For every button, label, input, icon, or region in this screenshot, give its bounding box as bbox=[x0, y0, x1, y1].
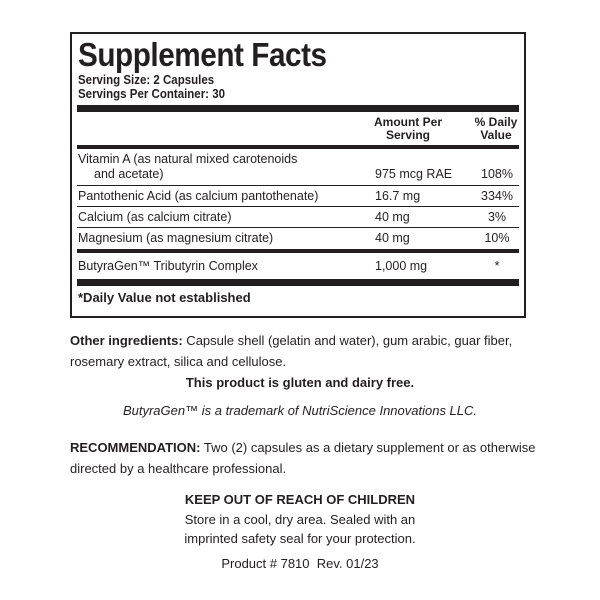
storage-line-1: Store in a cool, dry area. Sealed with an bbox=[184, 512, 416, 527]
nutrient-daily-value: 3% bbox=[487, 210, 507, 224]
servings-per-container: Servings Per Container: 30 bbox=[78, 87, 225, 101]
nutrient-row-calcium bbox=[78, 207, 518, 227]
supplement-facts-panel bbox=[70, 32, 526, 318]
recommendation-text: Two (2) capsules as a dietary supplement or as otherwise bbox=[200, 440, 536, 455]
other-ingredients-label: Other ingredients: bbox=[70, 333, 183, 348]
divider-thick bbox=[77, 105, 519, 112]
daily-value-footnote: *Daily Value not established bbox=[78, 290, 251, 305]
recommendation bbox=[70, 437, 540, 479]
recommendation-text: directed by a healthcare professional. bbox=[70, 461, 287, 476]
nutrient-row-vitamin-a bbox=[78, 149, 518, 185]
product-number: Product # 7810 Rev. 01/23 bbox=[221, 556, 379, 571]
trademark-notice: ButyraGen™ is a trademark of NutriScience Innovations LLC. bbox=[122, 403, 478, 418]
nutrient-amount: 1,000 mg bbox=[375, 259, 428, 273]
column-header-row bbox=[78, 112, 518, 145]
other-ingredients-text: rosemary extract, silica and cellulose. bbox=[70, 354, 287, 369]
facts-title: Supplement Facts bbox=[78, 36, 327, 73]
nutrient-row-pantothenic-acid bbox=[78, 186, 518, 206]
nutrient-row-butyragen bbox=[78, 253, 518, 279]
recommendation-label: RECOMMENDATION: bbox=[70, 440, 201, 455]
gluten-dairy-statement: This product is gluten and dairy free. bbox=[185, 375, 415, 390]
nutrient-name: Calcium (as calcium citrate) bbox=[78, 210, 232, 224]
nutrient-amount: 40 mg bbox=[375, 231, 410, 245]
other-ingredients bbox=[70, 330, 540, 372]
amount-per-serving-header: Amount Per Serving bbox=[373, 115, 442, 142]
nutrient-name: ButyraGen™ Tributyrin Complex bbox=[78, 259, 258, 273]
storage-line-2: imprinted safety seal for your protection. bbox=[184, 531, 416, 546]
nutrient-name: Pantothenic Acid (as calcium pantothenate) bbox=[78, 189, 319, 203]
divider-thick bbox=[77, 279, 519, 286]
nutrient-name: Vitamin A (as natural mixed carotenoids and acetate) bbox=[78, 152, 298, 181]
nutrient-amount: 16.7 mg bbox=[375, 189, 421, 203]
nutrient-name: Magnesium (as magnesium citrate) bbox=[78, 231, 274, 245]
warning-title: KEEP OUT OF REACH OF CHILDREN bbox=[184, 492, 416, 507]
nutrient-daily-value: 108% bbox=[481, 167, 513, 181]
nutrient-daily-value: * bbox=[494, 259, 500, 273]
nutrient-daily-value: 334% bbox=[481, 189, 513, 203]
nutrient-row-magnesium bbox=[78, 228, 518, 249]
serving-size: Serving Size: 2 Capsules bbox=[78, 73, 215, 87]
nutrient-daily-value: 10% bbox=[484, 231, 510, 245]
nutrient-amount: 975 mcg RAE bbox=[375, 167, 453, 181]
nutrient-amount: 40 mg bbox=[375, 210, 410, 224]
other-ingredients-text: Capsule shell (gelatin and water), gum arabic, guar fiber, bbox=[182, 333, 513, 348]
daily-value-header: % Daily Value bbox=[474, 115, 518, 142]
